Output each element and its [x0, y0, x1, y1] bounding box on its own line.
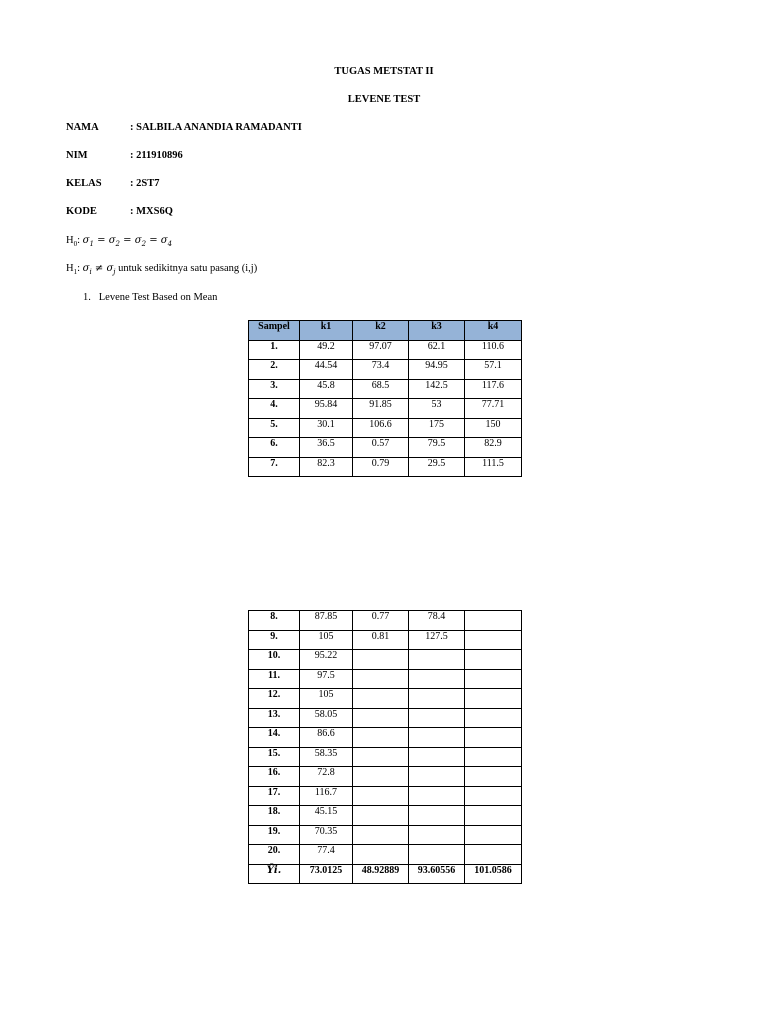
table-row [249, 360, 522, 380]
row-number-cell: 6. [249, 438, 300, 458]
field-value: : 2ST7 [130, 178, 160, 189]
table-cell: 105 [300, 630, 353, 650]
table-cell [465, 767, 522, 787]
table-row [249, 689, 522, 709]
table-header-row [249, 321, 522, 341]
table-cell: 111.5 [465, 457, 522, 477]
table-cell: 91.85 [353, 399, 409, 419]
table-cell: 95.84 [300, 399, 353, 419]
table-cell [409, 708, 465, 728]
table-cell [465, 728, 522, 748]
row-number-cell: 4. [249, 399, 300, 419]
row-number-cell: 12. [249, 689, 300, 709]
table-row [249, 786, 522, 806]
column-header: Sampel [249, 321, 300, 341]
table-cell [465, 650, 522, 670]
table-cell [465, 825, 522, 845]
field-value: : MXS6Q [130, 206, 173, 217]
table-cell [465, 747, 522, 767]
table-row [249, 650, 522, 670]
table-mean-row [249, 864, 522, 884]
table-cell: 49.2 [300, 340, 353, 360]
table-cell [353, 650, 409, 670]
table-row [249, 418, 522, 438]
table-cell [409, 747, 465, 767]
row-number-cell: 8. [249, 611, 300, 631]
table-cell [409, 669, 465, 689]
column-header: k2 [353, 321, 409, 341]
table-cell: 106.6 [353, 418, 409, 438]
table-row [249, 457, 522, 477]
table-cell: 86.6 [300, 728, 353, 748]
field-label: NAMA [66, 122, 99, 133]
table-cell: 29.5 [409, 457, 465, 477]
row-number-cell: 13. [249, 708, 300, 728]
table-cell: 0.57 [353, 438, 409, 458]
table-cell: 62.1 [409, 340, 465, 360]
table-row [249, 825, 522, 845]
data-table-part-1 [248, 320, 522, 477]
table-cell [353, 786, 409, 806]
table-cell: 0.79 [353, 457, 409, 477]
row-number-cell: 19. [249, 825, 300, 845]
row-number-cell: 20. [249, 845, 300, 865]
table-cell: 110.6 [465, 340, 522, 360]
table-cell [353, 669, 409, 689]
row-number-cell: 11. [249, 669, 300, 689]
field-label: KODE [66, 206, 97, 217]
table-cell [353, 708, 409, 728]
table-cell [353, 806, 409, 826]
table-cell [409, 689, 465, 709]
table-cell: 68.5 [353, 379, 409, 399]
column-header: k1 [300, 321, 353, 341]
table-cell: 97.5 [300, 669, 353, 689]
table-cell: 0.81 [353, 630, 409, 650]
mean-label-cell: Ȳi. [249, 864, 300, 884]
column-header: k4 [465, 321, 522, 341]
table-cell: 175 [409, 418, 465, 438]
section-heading-levene-mean: 1. Levene Test Based on Mean [83, 292, 218, 303]
mean-value-cell: 48.92889 [353, 864, 409, 884]
table-cell [409, 650, 465, 670]
field-nim [66, 150, 183, 161]
field-kode [66, 206, 173, 217]
table-cell: 45.8 [300, 379, 353, 399]
table-cell: 105 [300, 689, 353, 709]
field-value: : 211910896 [130, 150, 183, 161]
table-cell [409, 845, 465, 865]
table-cell: 82.9 [465, 438, 522, 458]
table-cell: 97.07 [353, 340, 409, 360]
table-cell [409, 767, 465, 787]
table-cell [353, 728, 409, 748]
row-number-cell: 9. [249, 630, 300, 650]
table-cell [465, 630, 522, 650]
table-cell: 87.85 [300, 611, 353, 631]
table-cell: 70.35 [300, 825, 353, 845]
field-kelas [66, 178, 159, 189]
table-row [249, 767, 522, 787]
table-cell: 95.22 [300, 650, 353, 670]
field-value: : SALBILA ANANDIA RAMADANTI [130, 122, 302, 133]
table-cell [353, 767, 409, 787]
table-cell [409, 728, 465, 748]
table-cell [465, 806, 522, 826]
table-cell: 58.35 [300, 747, 353, 767]
table-row [249, 399, 522, 419]
table-cell [353, 689, 409, 709]
table-cell [353, 825, 409, 845]
row-number-cell: 2. [249, 360, 300, 380]
field-label: KELAS [66, 178, 102, 189]
table-row [249, 438, 522, 458]
table-cell: 45.15 [300, 806, 353, 826]
table-row [249, 379, 522, 399]
table-cell: 57.1 [465, 360, 522, 380]
table-row [249, 747, 522, 767]
table-cell: 30.1 [300, 418, 353, 438]
table-cell [465, 611, 522, 631]
table-cell [465, 786, 522, 806]
doc-subtitle: LEVENE TEST [347, 94, 421, 105]
table-row [249, 630, 522, 650]
mean-value-cell: 73.0125 [300, 864, 353, 884]
table-cell [409, 806, 465, 826]
alt-hypothesis: $H_1$: $\sigma_i \ne \sigma_j$ untuk sedikitnya satu pasang (i,j) [66, 263, 258, 277]
table-cell: 53 [409, 399, 465, 419]
table-cell: 79.5 [409, 438, 465, 458]
table-row [249, 728, 522, 748]
table-row [249, 340, 522, 360]
table-cell: 142.5 [409, 379, 465, 399]
table-cell [409, 786, 465, 806]
row-number-cell: 16. [249, 767, 300, 787]
table-cell: 0.77 [353, 611, 409, 631]
table-cell: 73.4 [353, 360, 409, 380]
mean-value-cell: 101.0586 [465, 864, 522, 884]
table-cell [465, 708, 522, 728]
table-cell: 58.05 [300, 708, 353, 728]
table-row [249, 611, 522, 631]
data-table-part-2 [248, 610, 522, 884]
column-header: k3 [409, 321, 465, 341]
table-cell: 127.5 [409, 630, 465, 650]
null-hypothesis: $H_0$: $\sigma_1 = \sigma_2 = \sigma_2 = \sigma_4$ [66, 235, 173, 249]
table-row [249, 669, 522, 689]
table-cell [465, 689, 522, 709]
row-number-cell: 7. [249, 457, 300, 477]
table-cell [465, 845, 522, 865]
row-number-cell: 14. [249, 728, 300, 748]
table-cell: 94.95 [409, 360, 465, 380]
doc-title: TUGAS METSTAT II [334, 66, 434, 77]
hypothesis-formula: $\sigma_1 = \sigma_2 = \sigma_2 = \sigma_4$ [82, 235, 173, 248]
hypothesis-formula: $\sigma_i \ne \sigma_j$ [82, 263, 116, 276]
mean-value-cell: 93.60556 [409, 864, 465, 884]
table-cell: 117.6 [465, 379, 522, 399]
table-row [249, 708, 522, 728]
table-cell [353, 747, 409, 767]
row-number-cell: 18. [249, 806, 300, 826]
field-label: NIM [66, 150, 88, 161]
table-cell: 44.54 [300, 360, 353, 380]
field-nama [66, 122, 302, 133]
table-cell: 150 [465, 418, 522, 438]
table-cell [353, 845, 409, 865]
table-row [249, 845, 522, 865]
row-number-cell: 1. [249, 340, 300, 360]
table-cell: 72.8 [300, 767, 353, 787]
table-row [249, 806, 522, 826]
row-number-cell: 10. [249, 650, 300, 670]
table-cell [409, 825, 465, 845]
table-cell: 36.5 [300, 438, 353, 458]
row-number-cell: 15. [249, 747, 300, 767]
table-cell: 116.7 [300, 786, 353, 806]
row-number-cell: 3. [249, 379, 300, 399]
table-cell: 78.4 [409, 611, 465, 631]
row-number-cell: 5. [249, 418, 300, 438]
table-cell [465, 669, 522, 689]
table-cell: 82.3 [300, 457, 353, 477]
row-number-cell: 17. [249, 786, 300, 806]
table-cell: 77.4 [300, 845, 353, 865]
table-cell: 77.71 [465, 399, 522, 419]
